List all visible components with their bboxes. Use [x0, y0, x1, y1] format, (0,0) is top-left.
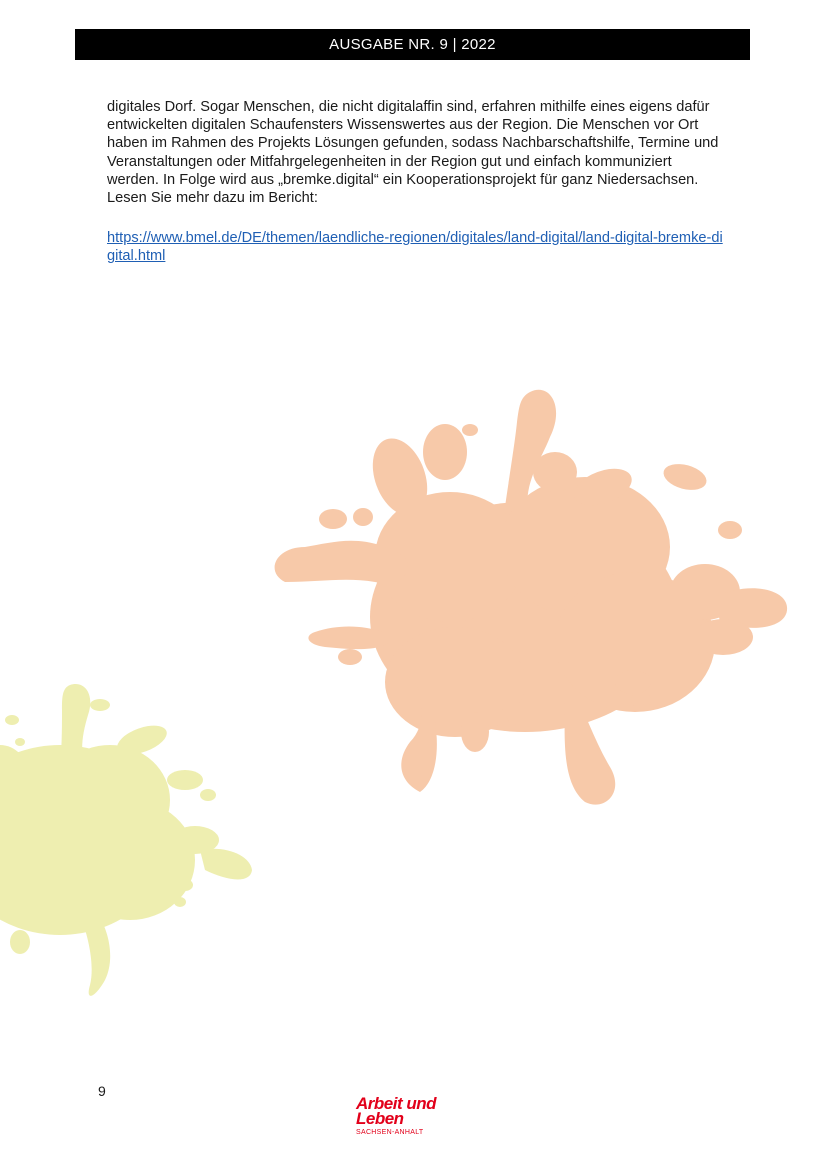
arbeit-und-leben-logo — [356, 1096, 466, 1136]
logo-subtitle: SACHSEN-ANHALT — [356, 1129, 424, 1136]
orange-paint-splash — [265, 382, 790, 810]
logo-line-1: Arbeit und — [356, 1094, 436, 1113]
yellow-paint-splash — [0, 680, 255, 1000]
logo-line-2: Leben — [356, 1109, 404, 1128]
page-number: 9 — [98, 1083, 106, 1099]
issue-header-bar — [75, 29, 750, 60]
article-link[interactable]: https://www.bmel.de/DE/themen/laendliche-regionen/digitales/land-digital/land-digital-bremke-digital.html — [107, 230, 723, 265]
issue-title: AUSGABE NR. 9 | 2022 — [329, 36, 496, 53]
article-paragraph: digitales Dorf. Sogar Menschen, die nicht digitalaffin sind, erfahren mithilfe eines eigens dafür entwickelten digitalen Schaufensters Wissenswertes aus der Region. Die Menschen vor Ort haben im Rahmen des Projekts Lösungen gefunden, sodass Nachbarschaftshilfe, Termine und Veranstaltungen oder Mitfahrgelegenheiten in der Region gut und einfach kommuniziert werden. In Folge wird aus „bremke.digital“ ein Kooperationsprojekt für ganz Niedersachsen. Lesen Sie mehr dazu im Bericht: — [107, 99, 719, 207]
